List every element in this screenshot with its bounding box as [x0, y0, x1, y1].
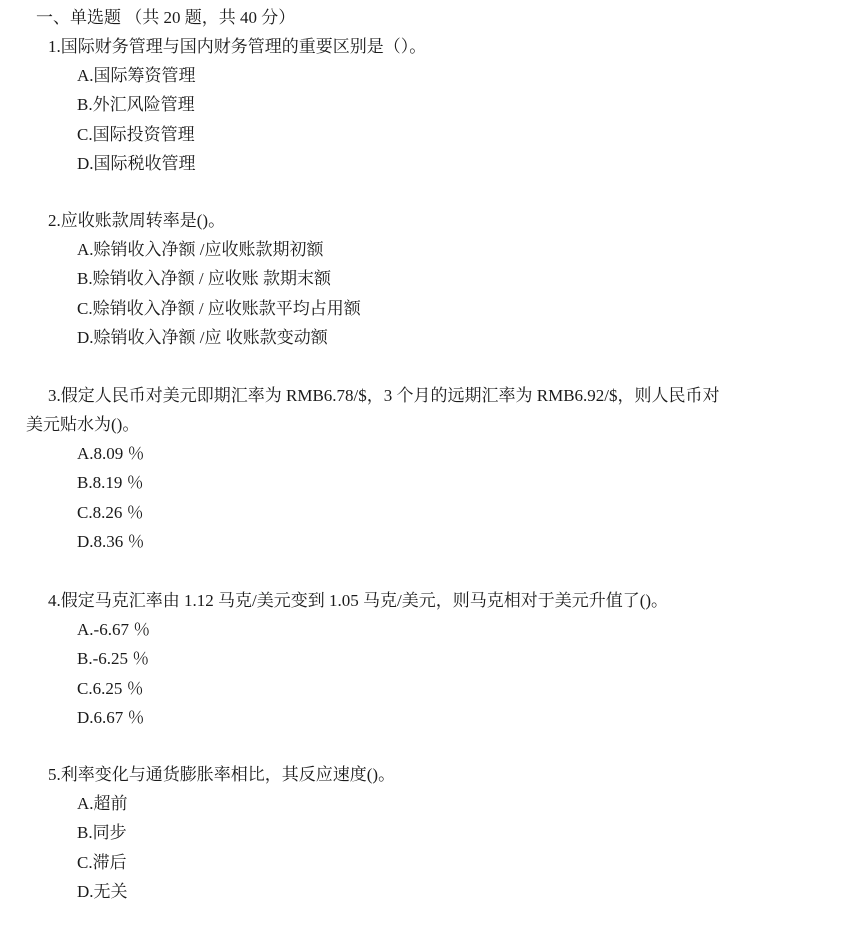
option-b: B.赊销收入净额 / 应收账 款期末额 [77, 269, 332, 289]
question-stem: 5.利率变化与通货膨胀率相比，其反应速度()。 [48, 765, 396, 784]
option-a: A.赊销收入净额 /应收账款期初额 [77, 240, 324, 259]
question-3 [0, 381, 864, 556]
option-d: D.无关 [77, 881, 128, 901]
option-a: A.-6.67 ％ [77, 620, 151, 639]
option-b: B.8.19 ％ [77, 473, 144, 493]
option-c: C.国际投资管理 [77, 124, 195, 144]
question-stem: 1.国际财务管理与国内财务管理的重要区别是（）。 [48, 37, 427, 56]
option-a: A.国际筹资管理 [77, 66, 196, 85]
option-c: C.8.26 ％ [77, 502, 144, 522]
question-2 [0, 206, 864, 352]
option-d: D.国际税收管理 [77, 153, 196, 173]
option-a: A.8.09 ％ [77, 444, 145, 463]
question-stem: 4.假定马克汇率由 1.12 马克/美元变到 1.05 马克/美元，则马克相对于美元升值了()。 [48, 591, 669, 610]
question-1 [0, 32, 864, 178]
option-a: A.超前 [77, 794, 128, 813]
section-title: 一、单选题 （共 20 题，共 40 分） [36, 8, 296, 27]
option-b: B.-6.25 ％ [77, 649, 150, 669]
question-stem-continued: 美元贴水为()。 [26, 415, 140, 434]
option-c: C.6.25 ％ [77, 678, 144, 698]
question-4 [0, 586, 864, 732]
option-c: C.滞后 [77, 852, 127, 872]
option-b: B.外汇风险管理 [77, 95, 195, 115]
option-d: D.赊销收入净额 /应 收账款变动额 [77, 327, 328, 347]
question-5 [0, 760, 864, 906]
option-b: B.同步 [77, 823, 127, 843]
option-d: D.6.67 ％ [77, 707, 145, 727]
option-d: D.8.36 ％ [77, 531, 145, 551]
option-c: C.赊销收入净额 / 应收账款平均占用额 [77, 298, 361, 318]
question-stem: 3.假定人民币对美元即期汇率为 RMB6.78/$，3 个月的远期汇率为 RMB6.92/$，则人民币对 [48, 386, 720, 405]
question-stem: 2.应收账款周转率是()。 [48, 211, 226, 230]
